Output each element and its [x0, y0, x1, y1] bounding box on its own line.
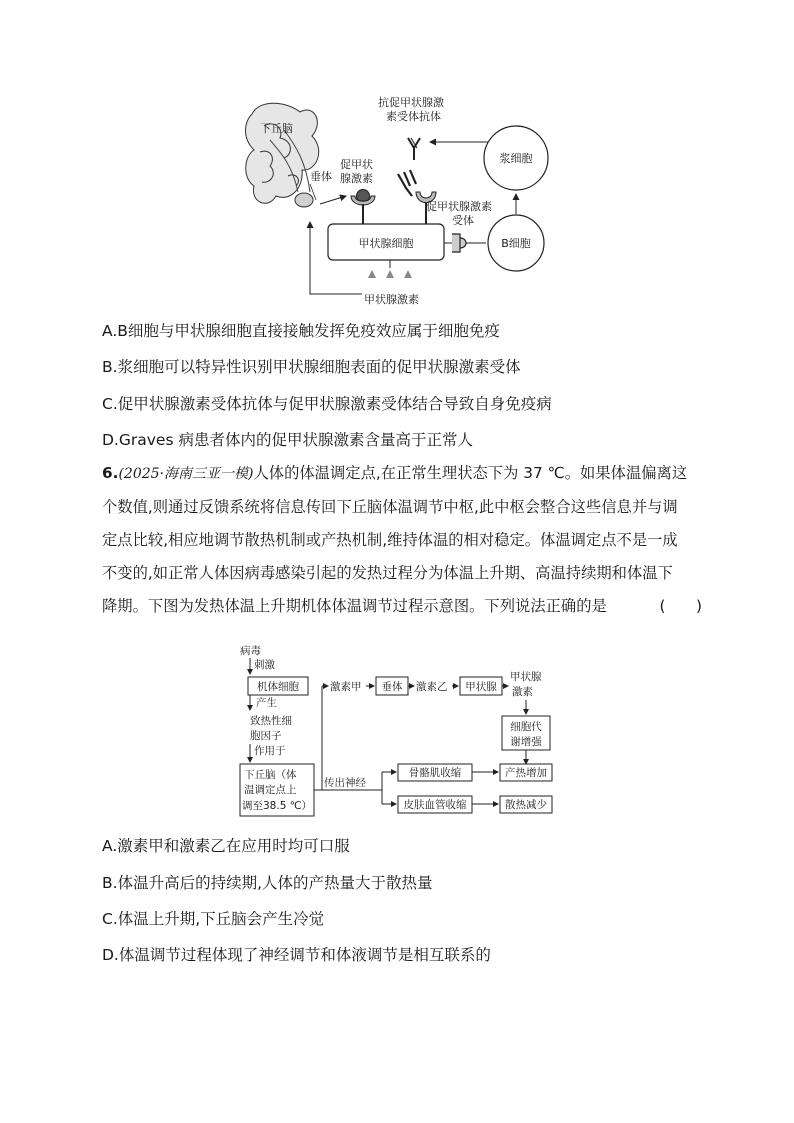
stimulate-label: 刺激 — [254, 659, 275, 671]
q6-source: (2025·海南三亚一模) — [118, 466, 254, 482]
q6-stem — [102, 457, 702, 623]
pituitary-label: 垂体 — [310, 170, 332, 183]
hormone-b-label: 激素乙 — [416, 681, 448, 693]
virus-label: 病毒 — [240, 645, 261, 657]
tsh-label-1: 促甲状 — [340, 158, 373, 171]
antibody-label-2: 素受体抗体 — [386, 110, 441, 123]
thyroid-label: 甲状腺 — [465, 681, 497, 693]
muscle-label: 骨骼肌收缩 — [408, 767, 462, 779]
hormone-triangle — [368, 270, 376, 278]
bound-antibody-icon — [398, 170, 416, 196]
plasma-cell-label: 浆细胞 — [499, 152, 533, 165]
q6-line-5: 降期。下图为发热体温上升期机体体温调节过程示意图。下列说法正确的是 ( ) — [102, 590, 702, 623]
receptor-label-2: 受体 — [452, 214, 474, 227]
hormone-triangle — [404, 270, 412, 278]
q6-option-d: D.体温调节过程体现了神经调节和体液调节是相互联系的 — [102, 946, 491, 964]
hormone-triangle — [386, 270, 394, 278]
body-cell-label: 机体细胞 — [257, 681, 299, 693]
q6-line-1: 6.(2025·海南三亚一模)人体的体温调定点,在正常生理状态下为 37 ℃。如果体温偏离这 — [102, 464, 688, 482]
q5-option-b: B.浆细胞可以特异性识别甲状腺细胞表面的促甲状腺激素受体 — [102, 358, 521, 376]
hypo-label-1: 下丘脑（体 — [244, 769, 297, 781]
receptor-label-1: 促甲状腺激素 — [426, 200, 492, 213]
q6-line-3: 定点比较,相应地调节散热机制或产热机制,维持体温的相对稳定。体温调定点不是一成 — [102, 531, 678, 549]
b-cell-label: B细胞 — [501, 237, 531, 250]
q6-line-2: 个数值,则通过反馈系统将信息传回下丘脑体温调节中枢,此中枢会整合这些信息并与调 — [102, 498, 678, 516]
heat-down-label: 散热减少 — [505, 799, 547, 811]
vessel-label: 皮肤血管收缩 — [403, 799, 467, 811]
q6-option-a: A.激素甲和激素乙在应用时均可口服 — [102, 837, 350, 855]
q5-option-d: D.Graves 病患者体内的促甲状腺激素含量高于正常人 — [102, 431, 473, 449]
pyrogen-label-2: 胞因子 — [250, 730, 282, 742]
antibody-label-1: 抗促甲状腺激 — [378, 96, 444, 109]
answer-bracket: ( ) — [659, 597, 702, 615]
acts-on-label: 作用于 — [254, 745, 286, 757]
fever-flowchart — [236, 640, 566, 820]
q6-option-c: C.体温上升期,下丘脑会产生冷觉 — [102, 910, 325, 928]
produce-label: 产生 — [256, 697, 277, 709]
hypo-label-3: 调至38.5 ℃） — [242, 800, 313, 812]
tsh-label-2: 腺激素 — [340, 172, 373, 185]
pituitary-label: 垂体 — [381, 681, 403, 693]
metab-label-1: 细胞代 — [510, 721, 542, 733]
th-label-1: 甲状腺 — [510, 671, 542, 683]
q6-line-4: 不变的,如正常人体因病毒感染引起的发热过程分为体温上升期、高温持续期和体温下 — [102, 564, 673, 582]
pyrogen-label-1: 致热性细 — [250, 715, 292, 727]
q6-option-b: B.体温升高后的持续期,人体的产热量大于散热量 — [102, 874, 433, 892]
hypothalamus-label: 下丘脑 — [260, 122, 293, 135]
thyroid-cell-label: 甲状腺细胞 — [358, 237, 414, 250]
thyroid-hormone-label: 甲状腺激素 — [364, 293, 419, 306]
metab-label-2: 谢增强 — [510, 736, 542, 748]
heat-up-label: 产热增加 — [505, 767, 547, 779]
th-label-2: 激素 — [512, 686, 533, 698]
antibody-icon — [408, 138, 420, 160]
q5-option-a: A.B细胞与甲状腺细胞直接接触发挥免疫效应属于细胞免疫 — [102, 322, 500, 340]
via-nerve-label: 传出神经 — [324, 777, 366, 789]
tsh-arrow — [320, 196, 346, 204]
q5-option-c: C.促甲状腺激素受体抗体与促甲状腺激素受体结合导致自身免疫病 — [102, 395, 552, 413]
hypo-label-2: 温调定点上 — [244, 784, 297, 796]
hormone-a-label: 激素甲 — [330, 681, 362, 693]
cell-contact-icon — [452, 234, 466, 252]
graves-diagram — [240, 92, 560, 310]
